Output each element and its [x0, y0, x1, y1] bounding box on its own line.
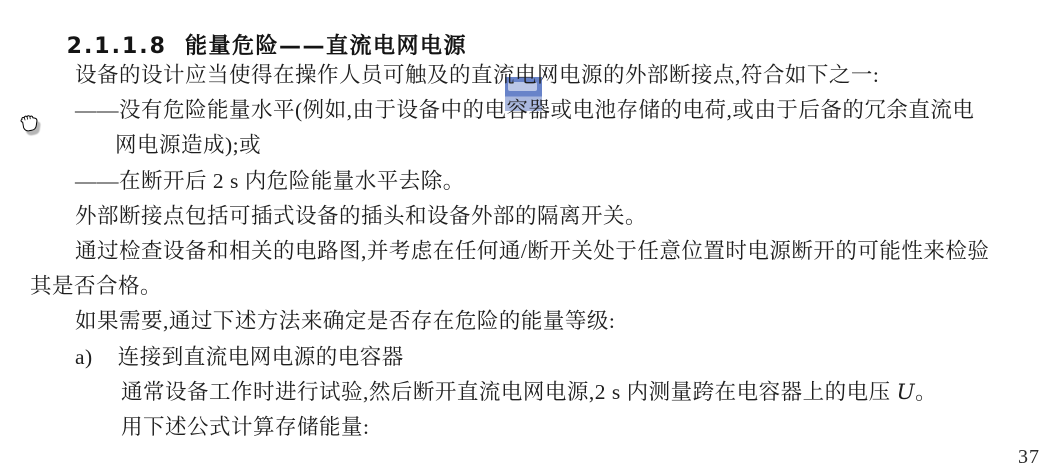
text-line — [0, 375, 1063, 410]
text-line — [0, 269, 1063, 304]
list-marker: a) — [75, 344, 93, 369]
page-number: 37 — [1018, 446, 1040, 468]
text-run: ——在断开后 2 s 内危险能量水平去除。 — [75, 168, 465, 193]
text-run: 用下述公式计算存储能量: — [121, 415, 370, 440]
text-line — [0, 410, 1063, 445]
grab-cursor-icon — [18, 111, 42, 142]
text-run: 其是否合格。 — [30, 274, 163, 299]
text-run: ——没有危险能量水平(例如,由于设备中的电容器或电池存储的电荷,或由于后备的冗余直流电 — [75, 98, 975, 123]
text-run: 外部断接点包括可插式设备的插头和设备外部的隔离开关。 — [75, 203, 648, 228]
text-run: 设备的设计应当使得在操作人员可触及的直流电网电源的外部断接点,符合如下之一: — [75, 63, 880, 87]
text-run: U — [896, 379, 916, 405]
text-line — [0, 340, 1063, 375]
text-run: 网电源造成);或 — [115, 133, 262, 158]
text-run: 通常设备工作时进行试验,然后断开直流电网电源,2 s 内测量跨在电容器上的电压 — [121, 379, 897, 404]
text-line — [0, 93, 1063, 128]
text-line — [0, 164, 1063, 199]
text-run: 连接到直流电网电源的电容器 — [117, 344, 404, 369]
text-run: 如果需要,通过下述方法来确定是否存在危险的能量等级: — [75, 309, 616, 334]
text-run: 通过检查设备和相关的电路图,并考虑在任何通/断开关处于任意位置时电源断开的可能性来检验 — [75, 239, 990, 264]
text-run: 。 — [915, 379, 938, 404]
section-number: 2.1.1.8 — [66, 34, 167, 59]
text-line — [0, 128, 1063, 163]
document-body — [0, 58, 1063, 445]
text-line — [0, 199, 1063, 234]
text-line — [0, 234, 1063, 269]
section-title: 能量危险——直流电网电源 — [184, 34, 467, 59]
text-line — [0, 304, 1063, 339]
section-heading — [30, 4, 467, 85]
